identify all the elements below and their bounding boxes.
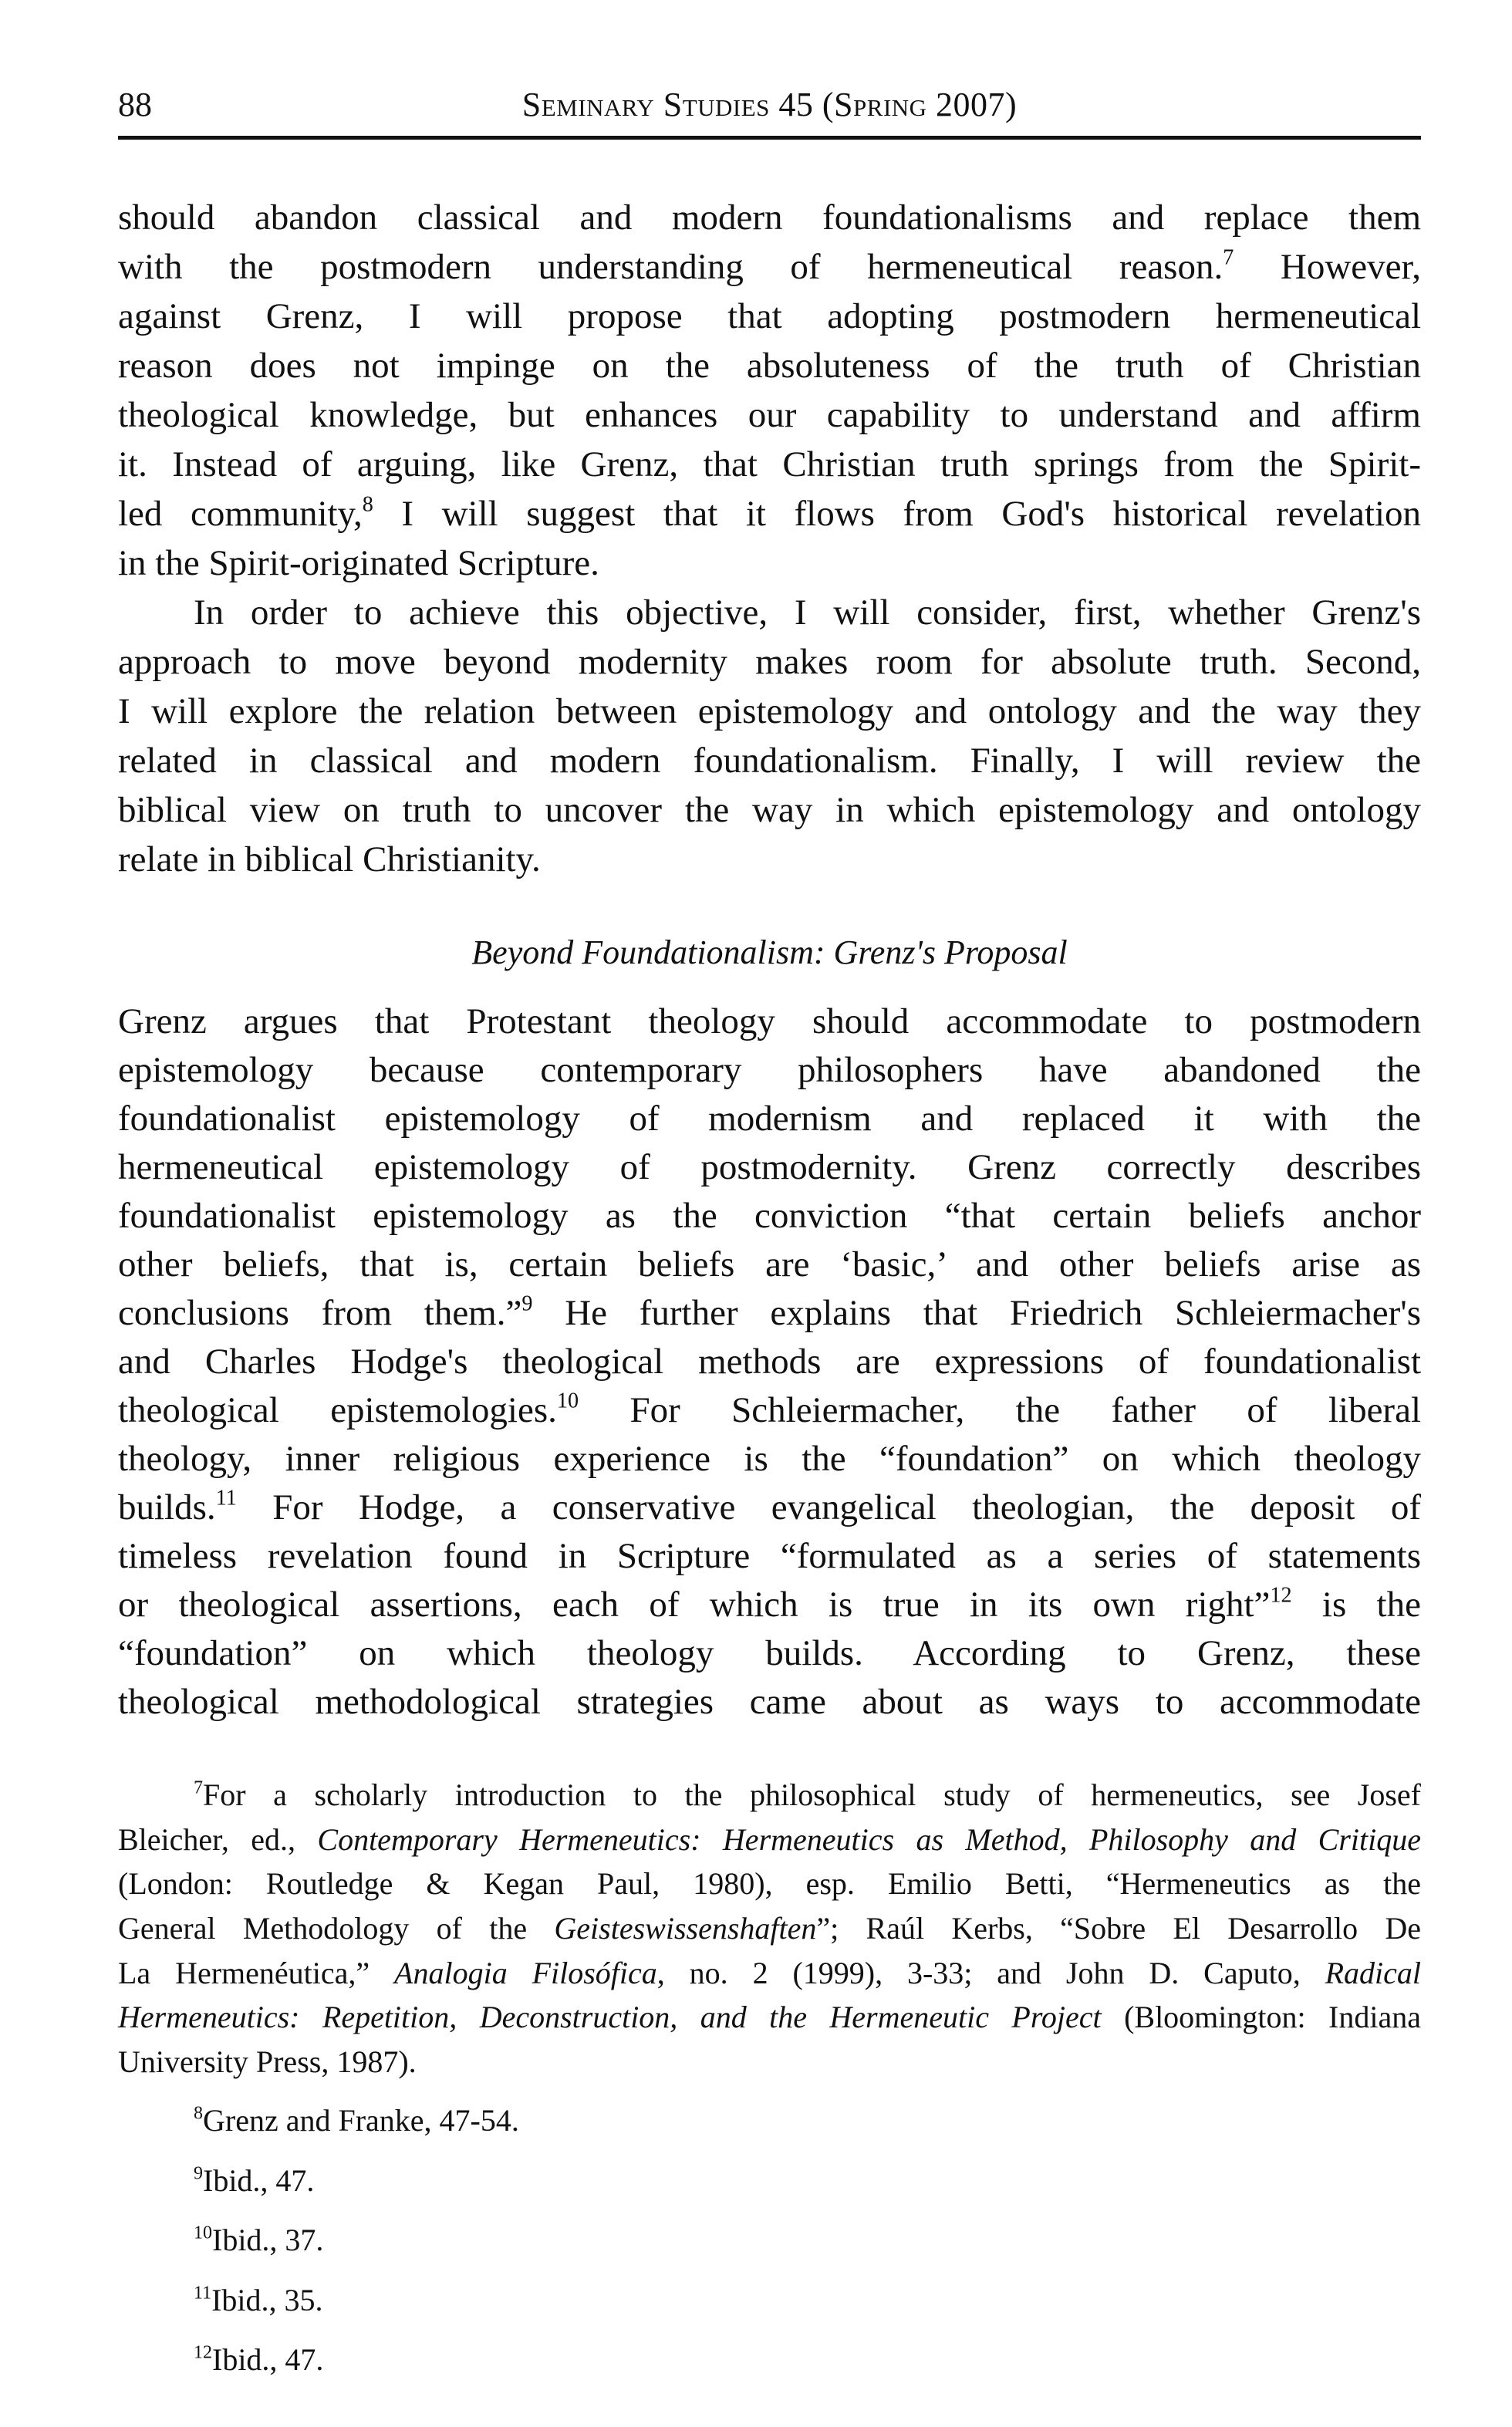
header-rule: [118, 136, 1421, 140]
text-line: [118, 538, 1421, 588]
page-number: 88: [118, 86, 152, 123]
text-run: Grenz argues that Protestant theology should accommodate to postmodern: [118, 1001, 1421, 1041]
text-run: relate in biblical Christianity.: [118, 839, 541, 879]
text-run: with the postmodern understanding of hermeneutical reason.: [118, 247, 1223, 287]
text-line: [118, 2330, 1421, 2390]
italic-title: Hermeneutics: Repetition, Deconstruction, and the Hermeneutic Project: [118, 2000, 1102, 2035]
text-line: [118, 997, 1421, 1046]
text-line: [118, 2270, 1421, 2331]
text-line: [118, 1241, 1421, 1289]
text-line: [118, 1862, 1421, 1906]
text-line: [118, 1095, 1421, 1143]
text-run: theological methodological strategies came about as ways to accommodate: [118, 1682, 1421, 1722]
text-line: [118, 193, 1421, 242]
text-run: related in classical and modern foundationalism. Finally, I will review the: [118, 741, 1421, 781]
footnotes-short: [118, 2091, 1421, 2390]
text-run: other beliefs, that is, certain beliefs are ‘basic,’ and other beliefs arise as: [118, 1244, 1421, 1284]
text-line: [118, 1818, 1421, 1862]
text-line: [118, 1289, 1421, 1338]
text-line: [118, 2040, 1421, 2084]
text-run: Ibid., 47.: [212, 2342, 324, 2377]
text-line: [118, 1143, 1421, 1192]
text-run: La Hermenéutica,”: [118, 1955, 395, 1990]
text-line: [118, 637, 1421, 687]
text-run: (Bloomington: Indiana: [1101, 2000, 1421, 2035]
text-run: or theological assertions, each of which is true in its own right”: [118, 1585, 1271, 1625]
footnote-marker: 7: [1223, 245, 1234, 270]
text-line: [118, 1629, 1421, 1678]
text-run: For Schleiermacher, the father of liberal: [579, 1390, 1421, 1430]
footnote-marker: 11: [215, 1486, 237, 1511]
running-header: [118, 85, 1421, 131]
text-run: “foundation” on which theology builds. According to Grenz, these: [118, 1633, 1421, 1673]
text-run: biblical view on truth to uncover the way in which epistemology and ontology: [118, 790, 1421, 830]
text-run: hermeneutical epistemology of postmodernity. Grenz correctly describes: [118, 1147, 1421, 1187]
text-run: , no. 2 (1999), 3-33; and John D. Caputo,: [656, 1955, 1325, 1990]
text-line: [118, 1906, 1421, 1951]
text-run: theological knowledge, but enhances our capability to understand and affirm: [118, 395, 1421, 435]
footnote-marker: 10: [194, 2223, 212, 2243]
running-title: Seminary Studies 45 (Spring 2007): [521, 86, 1018, 123]
text-line: [118, 242, 1421, 292]
text-line: [118, 1338, 1421, 1386]
italic-title: Geisteswissenshaften: [554, 1911, 817, 1946]
text-run: in the Spirit-originated Scripture.: [118, 543, 599, 583]
text-line: [118, 835, 1421, 884]
text-run: conclusions from them.”: [118, 1293, 522, 1333]
text-run: foundationalist epistemology of modernism and replaced it with the: [118, 1099, 1421, 1139]
footnote-marker: 9: [194, 2162, 203, 2183]
section-heading: Beyond Foundationalism: Grenz's Proposal: [471, 933, 1068, 971]
text-run: I will suggest that it flows from God's historical revelation: [373, 494, 1421, 534]
text-line: [118, 785, 1421, 835]
text-line: [118, 1484, 1421, 1532]
text-run: reason does not impinge on the absoluteness of the truth of Christian: [118, 346, 1421, 386]
footnote-marker: 12: [194, 2342, 212, 2363]
text-run: Ibid., 35.: [211, 2282, 323, 2317]
text-line: [118, 292, 1421, 341]
text-run: foundationalist epistemology as the conviction “that certain beliefs anchor: [118, 1196, 1421, 1236]
text-run: epistemology because contemporary philosophers have abandoned the: [118, 1050, 1421, 1090]
text-line: [118, 390, 1421, 440]
text-run: University Press, 1987).: [118, 2044, 417, 2080]
text-line: [118, 1532, 1421, 1581]
text-line: [118, 1678, 1421, 1727]
paragraph-3: [118, 997, 1421, 1727]
text-line: [118, 2151, 1421, 2211]
text-run: Bleicher, ed.,: [118, 1821, 318, 1857]
footnote-marker: 12: [1270, 1583, 1292, 1608]
text-run: theological epistemologies.: [118, 1390, 557, 1430]
text-run: is the: [1291, 1585, 1421, 1625]
paragraph-2: [118, 588, 1421, 884]
text-run: builds.: [118, 1487, 216, 1527]
text-line: [118, 1951, 1421, 1996]
text-run: approach to move beyond modernity makes room for absolute truth. Second,: [118, 642, 1421, 682]
text-line: [118, 1386, 1421, 1435]
text-line: [118, 440, 1421, 489]
text-line: [118, 736, 1421, 785]
paragraph-1: [118, 193, 1421, 588]
text-run: I will explore the relation between epistemology and ontology and the way they: [118, 691, 1421, 731]
text-run: Ibid., 37.: [212, 2223, 324, 2257]
text-run: led community,: [118, 494, 363, 534]
footnote-marker: 11: [194, 2282, 212, 2303]
footnote-7: [118, 1773, 1421, 2084]
text-run: (London: Routledge & Kegan Paul, 1980), esp. Emilio Betti, “Hermeneutics as the: [118, 1866, 1421, 1902]
text-line: [118, 687, 1421, 736]
text-run: However,: [1234, 247, 1422, 287]
italic-title: Analogia Filosófica: [394, 1955, 657, 1990]
text-run: theology, inner religious experience is the “foundation” on which theology: [118, 1439, 1421, 1479]
text-line: [118, 1773, 1421, 1818]
text-line: [118, 588, 1421, 637]
italic-title: Contemporary Hermeneutics: Hermeneutics as Method, Philosophy and Critique: [317, 1821, 1422, 1857]
text-line: [118, 1192, 1421, 1241]
italic-title: Radical: [1325, 1955, 1422, 1990]
text-run: timeless revelation found in Scripture “formulated as a series of statements: [118, 1536, 1421, 1576]
text-run: it. Instead of arguing, like Grenz, that Christian truth springs from the Spirit-: [118, 444, 1421, 484]
text-line: [118, 1995, 1421, 2040]
text-line: [118, 489, 1421, 538]
footnote-marker: 7: [194, 1777, 203, 1798]
text-line: [118, 2210, 1421, 2270]
text-line: [118, 2091, 1421, 2151]
text-run: and Charles Hodge's theological methods are expressions of foundationalist: [118, 1342, 1421, 1382]
text-run: Grenz and Franke, 47-54.: [203, 2103, 519, 2138]
footnote-marker: 10: [556, 1389, 579, 1413]
text-line: [118, 1435, 1421, 1484]
text-run: In order to achieve this objective, I will consider, first, whether Grenz's: [194, 592, 1421, 633]
text-run: For a scholarly introduction to the philosophical study of hermeneutics, see Josef: [203, 1777, 1421, 1812]
footnote-marker: 8: [362, 492, 373, 517]
text-line: [118, 1046, 1421, 1095]
text-run: He further explains that Friedrich Schleiermacher's: [532, 1293, 1421, 1333]
text-run: ”; Raúl Kerbs, “Sobre El Desarrollo De: [816, 1911, 1421, 1946]
text-run: should abandon classical and modern foundationalisms and replace them: [118, 197, 1421, 238]
text-run: Ibid., 47.: [203, 2162, 315, 2198]
footnote-marker: 9: [521, 1291, 533, 1316]
text-line: [118, 341, 1421, 390]
footnote-marker: 8: [194, 2103, 203, 2124]
text-run: General Methodology of the: [118, 1911, 555, 1946]
text-run: against Grenz, I will propose that adopting postmodern hermeneutical: [118, 296, 1421, 336]
text-line: [118, 1581, 1421, 1629]
text-run: For Hodge, a conservative evangelical theologian, the deposit of: [236, 1487, 1421, 1527]
